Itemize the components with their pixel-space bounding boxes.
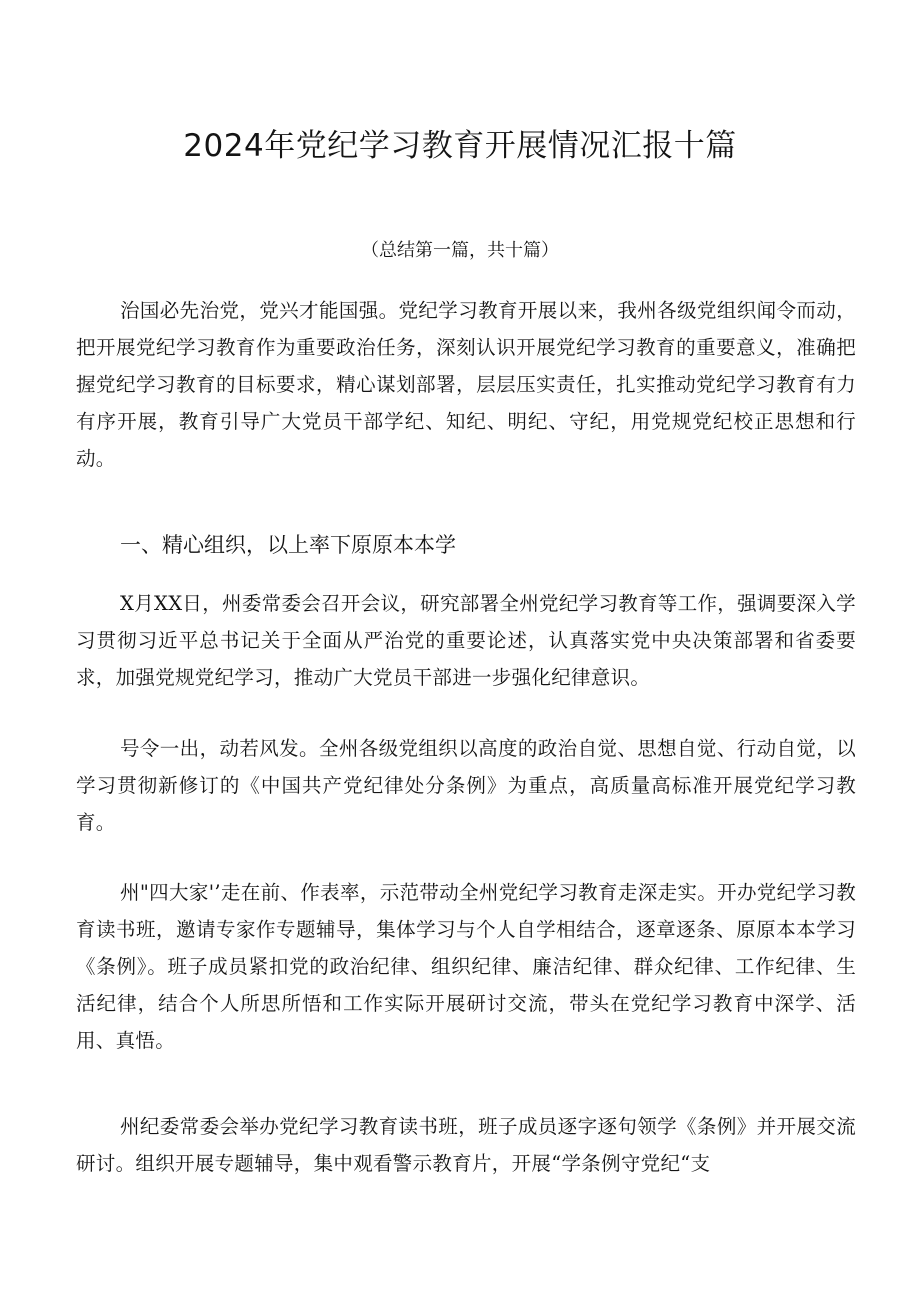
- body-paragraph: 州"四大家'’走在前、作表率，示范带动全州党纪学习教育走深走实。开办党纪学习教育读书班，邀请专家作专题辅导，集体学习与个人自学相结合，逐章逐条、原原本本学习《条例》。班子成员紧扣党的政治纪律、组织纪律、廉洁纪律、群众纪律、工作纪律、生活纪律，结合个人所思所悟和工作实际开展研讨交流，带头在党纪学习教育中深学、活用、真悟。: [76, 881, 856, 1052]
- document-subtitle: （总结第一篇，共十篇）: [361, 240, 559, 261]
- document-title: 2024年党纪学习教育开展情况汇报十篇: [183, 128, 737, 164]
- body-paragraph: 州纪委常委会举办党纪学习教育读书班，班子成员逐字逐句领学《条例》并开展交流研讨。组织开展专题辅导，集中观看警示教育片，开展“学条例守党纪“支: [76, 1115, 856, 1175]
- body-paragraph: X月XX日，州委常委会召开会议，研究部署全州党纪学习教育等工作，强调要深入学习贯彻习近平总书记关于全面从严治党的重要论述，认真落实党中央决策部署和省委要求，加强党规党纪学习，推动广大党员干部进一步强化纪律意识。: [76, 592, 856, 689]
- intro-paragraph: 治国必先治党，党兴才能国强。党纪学习教育开展以来，我州各级党组织闻令而动，把开展党纪学习教育作为重要政治任务，深刻认识开展党纪学习教育的重要意义，准确把握党纪学习教育的目标要求，精心谋划部署，层层压实责任，扎实推动党纪学习教育有力有序开展，教育引导广大党员干部学纪、知纪、明纪、守纪，用党规党纪校正思想和行动。: [76, 299, 856, 470]
- body-paragraph: 号令一出，动若风发。全州各级党组织以高度的政治自觉、思想自觉、行动自觉，以学习贯彻新修订的《中国共产党纪律处分条例》为重点，高质量高标准开展党纪学习教育。: [76, 737, 856, 834]
- section-heading: 一、精心组织，以上率下原原本本学: [120, 533, 456, 557]
